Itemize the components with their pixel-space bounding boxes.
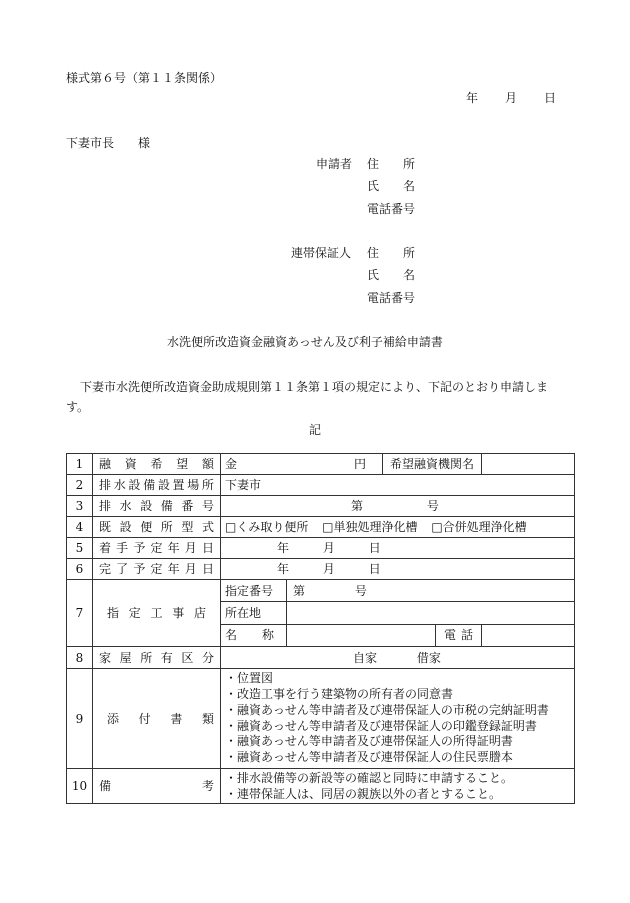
row-number: 9 — [67, 669, 93, 769]
row-label-ownership — [93, 647, 221, 669]
label-char: 日 — [201, 541, 214, 555]
completion-date-field[interactable] — [221, 559, 575, 580]
row-label-contractor — [93, 580, 221, 647]
table-row — [67, 454, 575, 475]
label-char: 資 — [124, 457, 137, 471]
label-char: 有 — [160, 650, 173, 665]
table-row — [67, 538, 575, 559]
guarantor-address-label: 住 所 — [367, 246, 416, 260]
option-gappei-checkbox[interactable]: □合併処理浄化槽 — [431, 520, 527, 534]
label-char: 所 — [201, 478, 214, 492]
option-rented[interactable]: 借家 — [416, 650, 441, 665]
label-char: 設 — [157, 478, 170, 492]
label-char: 設 — [128, 478, 141, 492]
label-char: 家 — [99, 650, 112, 665]
list-item: ・排水設備等の新設等の確認と同時に申請すること。 — [225, 771, 514, 785]
applicant-label: 申請者 — [316, 157, 353, 171]
label-char: 式 — [201, 520, 214, 534]
ki-heading: 記 — [309, 423, 322, 437]
label-char: 称 — [261, 628, 274, 643]
label-char: 所 — [160, 520, 173, 534]
document-title: 水洗便所改造資金融資あっせん及び利子補給申請書 — [167, 335, 443, 349]
row-number: 1 — [67, 454, 93, 475]
table-row — [67, 475, 575, 496]
list-item: ・融資あっせん等申請者及び連帯保証人の住民票謄本 — [225, 750, 513, 765]
contractor-address-field[interactable] — [287, 602, 575, 624]
yen-suffix: 円 — [354, 457, 367, 471]
label-char: 完 — [99, 562, 112, 576]
date-day: 日 — [368, 562, 381, 576]
label-char: 工 — [150, 606, 163, 620]
label-char: 類 — [201, 711, 214, 726]
label-char: 排 — [99, 478, 112, 492]
label-char: 話 — [461, 628, 474, 643]
label-char: 便 — [140, 520, 153, 534]
yen-prefix: 金 — [225, 457, 238, 471]
label-char: 排 — [99, 499, 112, 513]
label-char: 定 — [150, 562, 163, 576]
applicant-name-label: 氏 名 — [367, 179, 416, 193]
start-date-field[interactable] — [221, 538, 575, 559]
label-char: 望 — [176, 457, 189, 471]
label-char: 店 — [193, 606, 206, 620]
row-number: 3 — [67, 496, 93, 517]
label-char: 予 — [133, 562, 146, 576]
label-char: 場 — [187, 478, 200, 492]
attachments-list — [221, 669, 575, 769]
label-char: 電 — [444, 628, 457, 643]
addressee: 下妻市長 様 — [66, 136, 151, 150]
label-char: 年 — [167, 541, 180, 555]
row-label-loan-amount — [93, 454, 221, 475]
table-row — [67, 647, 575, 669]
number-suffix: 号 — [354, 583, 367, 598]
date-year-label: 年 — [466, 91, 479, 105]
label-char: 名 — [225, 628, 238, 643]
application-table — [66, 453, 575, 804]
date-day: 日 — [368, 541, 381, 555]
row-label-drainage-number — [93, 496, 221, 517]
row-number: 8 — [67, 647, 93, 669]
row-label-drainage-location — [93, 475, 221, 496]
label-char: 指 — [107, 606, 120, 620]
label-char: 月 — [184, 562, 197, 576]
number-prefix: 第 — [351, 499, 364, 513]
date-year: 年 — [277, 562, 290, 576]
label-char: 置 — [172, 478, 185, 492]
row-number: 10 — [67, 769, 93, 804]
label-char: 番 — [181, 499, 194, 513]
option-tandoku-checkbox[interactable]: □単独処理浄化槽 — [322, 520, 418, 534]
label-char: 備 — [143, 478, 156, 492]
date-month: 月 — [322, 562, 335, 576]
label-char: 所 — [140, 650, 153, 665]
row-number: 6 — [67, 559, 93, 580]
drainage-location-field[interactable]: 下妻市 — [221, 475, 575, 496]
label-char: 既 — [99, 520, 112, 534]
body-text-line1: 下妻市水洗便所改造資金助成規則第１１条第１項の規定により、下記のとおり申請しま — [80, 380, 549, 394]
label-char: 号 — [201, 499, 214, 513]
label-char: 水 — [119, 499, 132, 513]
applicant-address-label: 住 所 — [367, 157, 416, 171]
row-number: 4 — [67, 517, 93, 538]
drainage-number-field[interactable] — [221, 496, 575, 517]
label-char: 設 — [140, 499, 153, 513]
label-char: 設 — [119, 520, 132, 534]
contractor-number-field[interactable] — [287, 580, 575, 602]
contractor-name-label — [221, 624, 287, 646]
list-item: ・融資あっせん等申請者及び連帯保証人の印鑑登録証明書 — [225, 718, 537, 733]
option-owned[interactable]: 自家 — [353, 650, 378, 665]
table-row — [67, 559, 575, 580]
contractor-name-field[interactable] — [287, 624, 436, 646]
label-char: 水 — [113, 478, 126, 492]
label-char: 希 — [150, 457, 163, 471]
label-char: 額 — [201, 457, 214, 471]
label-char: 融 — [99, 457, 112, 471]
label-char: 付 — [138, 711, 151, 726]
label-char: 書 — [170, 711, 183, 726]
list-item: ・位置図 — [225, 671, 274, 686]
table-row — [67, 517, 575, 538]
list-item: ・改造工事を行う建築物の所有者の同意書 — [225, 686, 454, 701]
loan-amount-field[interactable] — [221, 454, 383, 475]
label-char: 分 — [201, 650, 214, 665]
table-row — [67, 769, 575, 804]
label-char: 予 — [133, 541, 146, 555]
applicant-phone-label: 電話番号 — [367, 202, 416, 216]
label-char: 年 — [167, 562, 180, 576]
list-item: ・融資あっせん等申請者及び連帯保証人の市税の完納証明書 — [225, 702, 549, 717]
label-char: 考 — [201, 779, 214, 793]
date-day-label: 日 — [543, 91, 556, 105]
label-char: 事 — [172, 606, 185, 620]
label-char: 添 — [107, 711, 120, 726]
row-label-attachments — [93, 669, 221, 769]
number-suffix: 号 — [426, 499, 439, 513]
body-text-line2: す。 — [66, 400, 90, 414]
row-label-toilet-type — [93, 517, 221, 538]
table-row — [67, 669, 575, 769]
label-char: 屋 — [119, 650, 132, 665]
toilet-type-field — [221, 517, 575, 538]
date-year: 年 — [277, 541, 290, 555]
label-char: 定 — [128, 606, 141, 620]
label-char: 備 — [160, 499, 173, 513]
label-char: 月 — [184, 541, 197, 555]
label-char: 着 — [99, 541, 112, 555]
contractor-number-label: 指定番号 — [221, 580, 287, 602]
table-row — [67, 580, 575, 602]
guarantor-name-label: 氏 名 — [367, 268, 416, 282]
row-label-start-date — [93, 538, 221, 559]
label-char: 備 — [99, 779, 112, 793]
date-line — [466, 91, 556, 105]
label-char: 手 — [116, 541, 129, 555]
bank-name-label: 希望融資機関名 — [383, 454, 482, 475]
option-kumitori-checkbox[interactable]: □くみ取り便所 — [225, 520, 309, 534]
contractor-phone-field[interactable] — [482, 624, 575, 646]
form-number: 様式第６号（第１１条関係） — [66, 71, 223, 85]
table-row — [67, 496, 575, 517]
date-month-label: 月 — [504, 91, 517, 105]
label-char: 区 — [181, 650, 194, 665]
contractor-phone-label — [436, 624, 482, 646]
remarks-list — [221, 769, 575, 804]
row-label-remarks — [93, 769, 221, 804]
label-char: 日 — [201, 562, 214, 576]
list-item: ・連帯保証人は、同居の親族以外の者とすること。 — [225, 787, 502, 801]
row-number: 7 — [67, 580, 93, 647]
row-number: 2 — [67, 475, 93, 496]
label-char: 了 — [116, 562, 129, 576]
date-month: 月 — [322, 541, 335, 555]
guarantor-phone-label: 電話番号 — [367, 291, 416, 305]
contractor-address-label: 所在地 — [221, 602, 287, 624]
number-prefix: 第 — [293, 583, 306, 598]
row-label-completion-date — [93, 559, 221, 580]
label-char: 型 — [181, 520, 194, 534]
label-char: 定 — [150, 541, 163, 555]
guarantor-label: 連帯保証人 — [291, 246, 352, 260]
list-item: ・融資あっせん等申請者及び連帯保証人の所得証明書 — [225, 734, 513, 749]
bank-name-field[interactable] — [482, 454, 575, 475]
row-number: 5 — [67, 538, 93, 559]
ownership-field — [221, 647, 575, 669]
